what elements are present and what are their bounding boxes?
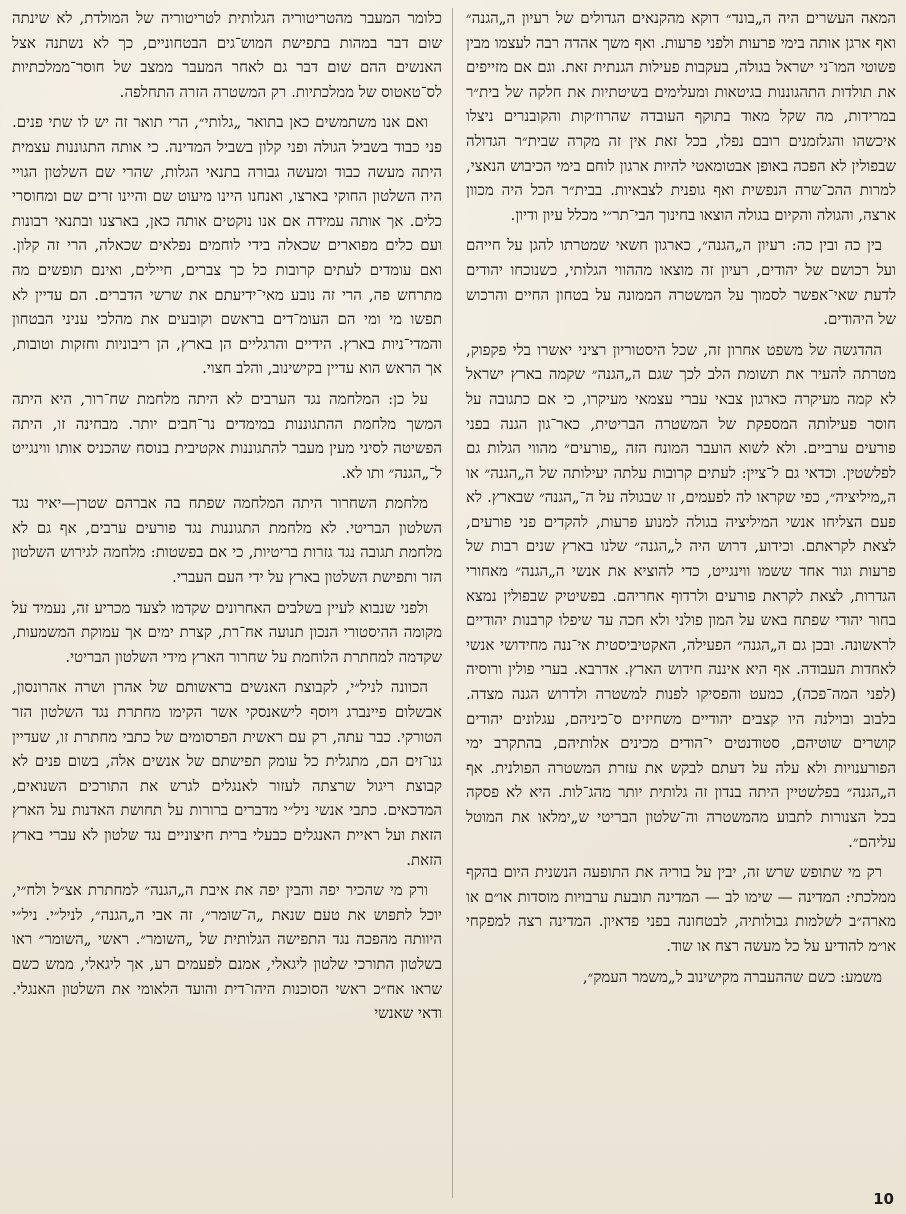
left-paragraph-6: הכוונה לניל״י, לקבוצת האנשים בראשותם של אהרן ושרה אהרונסון, אבשלום פיינברג ויוסף לישאנסקי אשר הקימו מחתרת נגד השלטון הזר הטורקי. כבר עתה, רק עם ראשית הפרסומים של כתבי מחתרת זו, שעדיין גנו־זים הם, מתגלית כל עומק תפישתם של אנשים אלה, בשום פנים לא קבוצת ריגול שרצתה לעזור לאנגלים לגרש את התורכים השנואים, המדכאים. כתבי אנשי ניל״י מדברים ברורות על תחושת האדנות על הארץ הזאת ועל ראיית האנגלים כבעלי ברית חיצוניים נגד שלטון לא עברי בארץ הזאת. [12, 678, 442, 869]
column-divider [452, 8, 453, 1198]
right-paragraph-2: בין כה ובין כה: רעיון ה„הגנה״, כארגון חשאי שמטרתו להגן על חייהם ועל רכושם של יהודים, רעיון זה מוצאו מההווי הגלותי, כשנוכחו יהודים לדעת שאי־אפשר לסמוך על המשטרה הממונה על בטחון החיים והרכוש של היהודים. [466, 236, 896, 329]
left-column [12, 6, 442, 1214]
right-paragraph-5: משמע: כשם שההעברה מקישינוב ל„משמר העמק״, [582, 967, 882, 986]
page-number: 10 [873, 1190, 894, 1208]
right-paragraph-1: המאה העשרים היה ה„בונד״ דוקא מהקנאים הגדולים של רעיון ה„הגנה״ ואף ארגן אותה בימי פרעות ולפני פרעות. ואף משך אהדה רבה לעצמו מבין פשוטי המו־ני ישראל בגולה, בעקבות פעילות הגנתית זאת. וגם אם מזייפים את תולדות התהגוננות בגיטאות ומעלימים בשיטתיות את חלקה של בית״ר במרידות, מה שקל מאוד בתוקף העובדה שהרוז׳קות והקובנרים ניצלו איכשהו והגלזמנים רובם נפלו, בכל זאת אין זה מקרה שבית״ר הגדולה שבפולין לא הפכה באופן אבטומאטי להיות ארגון לוחם בימי הכיבוש הנאצי, למרות ההכ־שרה הנפשית ואף גופנית לצבאיות. בבית״ר הכל היה מכוון ארצה, והגולה והקיום בגולה הוצאו בחינוך הבי־תר״י מכלל עיון ודיון. [466, 9, 896, 224]
left-paragraph-5: ולפני שנבוא לעיין בשלבים האחרונים שקדמו לצעד מכריע זה, נעמיד על מקומה ההיסטורי הנכון תנועה אח־רת, קצרת ימים אך עמוקת המשמעות, שקדמה למחתרת הלוחמת על שחרור הארץ מידי השלטון הבריטי. [12, 598, 442, 666]
right-paragraph-4: רק מי שתופש שרש זה, יבין על בוריה את התופעה הנשנית היום בהקף ממלכתי: המדינה — שימו לב — המדינה תובעת ערבויות מוסדות או״ם או מארה״ב לשלמות גבולותיה, לבטחונה בפני פדאיון. המדינה רצה למפקחי או״מ להודיע על כל מעשה רצח או שוד. [466, 863, 896, 955]
left-paragraph-2: ואם אנו משתמשים כאן בתואר „גלותי״, הרי תואר זה יש לו שתי פנים. פני כבוד בשביל הגולה ופני קלון בשביל המדינה. כי אותה התגוננות עצמית היתה מעשה כבוד ומעשה גבורה בתנאי הגלות, שהרי שם השלטון הגויי היה השלטון החוקי בארצו, ואנחנו היינו מיעוט שם והיינו זרים שם ומחוסרי כלים. אך אותה עמידה אם אנו נוקטים אותה כאן, בארצנו ובתנאי רבונות ועם כלים מפוארים שכאלה בידי לוחמים נפלאים שכאלה, הרי זה קלון. ואם עומדים לעתים קרובות כל כך צברים, חיילים, ואינם תופשים מה מתרחש פה, הרי זה נובע מאי־ידיעתם את שרשי הדברים. הם עדיין לא תפשו מי ומי הם העומ־דים בראשם וקובעים את מהלכי עניני הבטחון והמדי־ניות בארץ. הידיים והרגליים הן בארץ, הן ריבוניות וחזקות וטובות, אך הראש הוא עדיין בקישינוב, והלב חצוי. [12, 113, 442, 378]
left-paragraph-1: כלומר המעבר מהטריטוריה הגלותית לטריטוריה של המולדת, לא שינתה שום דבר במהות בתפישת המוש־גים הבטחוניים, כך לא נשתנה אצל האנשים ההם שום דבר גם לאחר המעבר ממצב של חוסר־ממלכתיות לס־טאטוס של ממלכתיות. רק המשטרה הזרה התחלפה. [12, 9, 442, 101]
right-paragraph-3: ההדגשה של משפט אחרון זה, שכל היסטוריון רציני יאשרו בלי פקפוק, מטרתה להעיר את תשומת הלב לכך שגם ה„הגנה״ שקמה בארץ ישראל לא קמה מעיקרה כארגון צבאי עברי עצמאי מעיקרו, כי אם כתגובה על חוסר פעילותה המספקת של המשטרה הבריטית, כאר־גון הגנה בפני פורעים ערביים. ולא לשוא הועבר המונח הזה „פורעים״ מהווי הגלות גם לפלשטין. וכדאי גם ל־ציין: לעתים קרובות עלתה יעילותה של ה„הגנה״ או ה„מיליציה״, כפי שקראו לה לפעמים, זו שבגולה על ה־„הגנה״ שבארץ. לא פעם הצליחו אנשי המיליציה בגולה למנוע פרעות, להקדים פני פורעים, לצאת לקראתם. וכידוע, דרוש היה ל„הגנה״ שלנו בארץ שנים רבות של פרעות וגור אחד ששמו ווינגייט, כדי להוציא את אנשי ה„הגנה״ מאחורי הגדרות, לצאת לקראת פורעים ולרדוף אחריהם. בפשיטיק שבפולין נמצא בחור יהודי שפתח באש על המון פולני ולא חכה עד שיפלו קרבנות יהודיים לראשונה. ובכן גם ה„הגנה״ הפעילה, האקטיביסטית אי־ננה מחידושי אנשי לאחדות העבודה. אף היא איננה חידוש הארץ. אדרבא. בערי פולין ורוסיה (לפני המה־פכה), כמעט והפסיקו לפנות למשטרה ולדרוש הגנה מצדה. בלבוב ובוילנה היו קצבים יהודיים משחיזים ס־כיניהם, עגלונים יהודים קושרים שוטיהם, סטודנטים י־הודים מכינים אלותיהם, בהתקרב ימי הפורענויות ולא עלה על דעתם לבקש את עזרת המשטרה הפולנית. אף ה„הגנה״ בפלשטיין היתה בנדון זה גלותית יותר מהג־לות. היא לא פסקה בכל הצנורות לתבוע מהמשטרה וה־שלטון הבריטי ש„ימלאו את המוטל עליהם״. [466, 340, 896, 851]
left-paragraph-7: ורק מי שהכיר יפה והבין יפה את איבת ה„הגנה״ למחתרת אצ״ל ולח״י, יוכל לתפוש את טעם שנאת „ה־שומר״, זה אבי ה„הגנה״, לניל״י. ניל״י היוותה מהפכה נגד התפישה הגלותית של „השומר״. ראשי „השומר״ ראו בשלטון התורכי שלטון ליגאלי, אמנם לפעמים רע, אך ליגאלי, ממש כשם שראו אח״כ ראשי הסוכנות היהו־דית והועד הלאומי את השלטון האנגלי. ודאי שאנשי [12, 881, 442, 1023]
left-paragraph-4: מלחמת השחרור היתה המלחמה שפתח בה אברהם שטרן—יאיר נגד השלטון הבריטי. לא מלחמת התגוננות נגד פורעים ערבים, אף גם לא מלחמת תגובה נגד גזרות בריטיות, כי אם בפשטות: מלחמה לגירוש השלטון הזר ותפישת השלטון בארץ על ידי העם העברי. [12, 494, 442, 587]
right-column [466, 6, 896, 1196]
left-paragraph-3: על כן: המלחמה נגד הערבים לא היתה מלחמת שח־רור, היא היתה המשך מלחמת ההתגוננות במימדים נר־חבים יותר. מבחינה זו, היתה הפשיטה לסיני מעין מעבר להתגוננות אקטיבית בנוסח שהכניס אותו ווינגייט ל־„הגנה״ ותו לא. [12, 389, 442, 482]
